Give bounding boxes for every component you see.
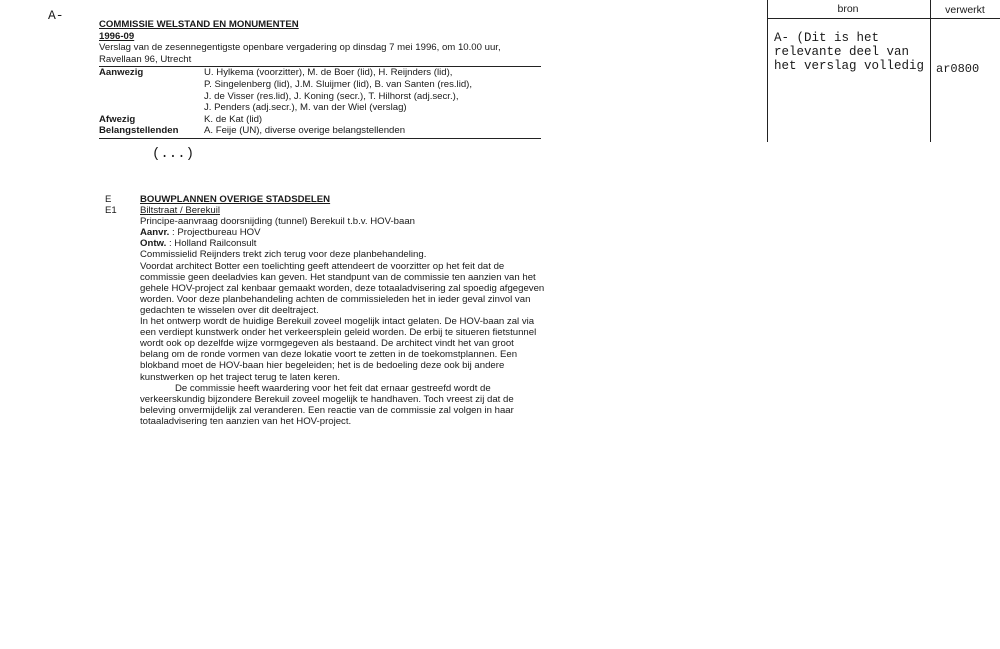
committee-title: COMMISSIE WELSTAND EN MONUMENTEN <box>99 19 299 30</box>
session-year: 1996-09 <box>99 30 135 42</box>
attendance-line: J. Penders (adj.secr.), M. van der Wiel (verslag) <box>204 102 407 114</box>
applicant-label: Aanvr. <box>140 227 170 239</box>
item-paragraph: Voordat architect Botter een toelichting geeft attendeert de voorzitter op het feit dat de commissie geen deeladvies kan geven. Het standpunt van de commissie ten aanzien van het gehele HOV-project zal kenbaar gemaakt worden, deze totaaladvisering zal spoedig afgegeven worden. Voor deze planbehandeling achten de commissieleden het in ieder geval zinvol van gedachten te wisselen over dit deeltraject. <box>140 260 545 316</box>
item-paragraph: In het ontwerp wordt de huidige Berekuil zoveel mogelijk intact gelaten. De HOV-baan zal via een verdiept kunstwerk onder het verkeersplein geleid worden. De erbij te situeren fietstunnel wordt ook op dezelfde wijze vormgegeven als bestaand. De architect vindt het van groot belang om de ronde vormen van deze lokatie voort te zetten in de toekomstplannen. Een blokband moet de HOV-baan hier begeleiden; het is de bedoeling deze ook bij andere kunstwerken op het traject terug te laten keren. <box>140 316 537 383</box>
item-designer <box>140 238 545 249</box>
attendance-rule <box>99 138 541 139</box>
corner-mark: A- <box>48 8 64 23</box>
designer-label: Ontw. <box>140 238 167 250</box>
attendance-line: P. Singelenberg (lid), J.M. Sluijmer (lid), B. van Santen (res.lid), <box>204 78 473 90</box>
designer-value: : Holland Railconsult <box>168 238 257 250</box>
table-header-rule <box>767 18 1000 19</box>
item-row <box>105 205 545 427</box>
section-code: E <box>105 194 112 205</box>
meeting-line-1: Verslag van de zesenneg​entigste openbare vergadering op dinsdag 7 mei 1996, om 10.00 uur, <box>99 42 501 54</box>
attendance-label: Belangstellenden <box>99 125 179 137</box>
source-table <box>767 0 1000 142</box>
processed-code: ar0800 <box>936 62 980 76</box>
source-header: bron <box>837 3 859 15</box>
omission-ellipsis: (...) <box>152 146 195 162</box>
processed-header: verwerkt <box>945 4 985 16</box>
attendance-present <box>99 67 541 113</box>
item-paragraph: Commissielid Reijnders trekt zich terug voor deze planbehandeling. <box>140 249 427 261</box>
attendance-visitors <box>99 125 541 137</box>
item-content <box>140 205 545 427</box>
meeting-line-2: Ravellaan 96, Utrecht <box>99 53 192 65</box>
section-heading-row <box>105 194 545 205</box>
attendance-label: Aanwezig <box>99 67 144 79</box>
item-applicant <box>140 227 545 238</box>
attendance-line: J. de Visser (res.lid), J. Koning (secr.), T. Hilhorst (adj.secr.), <box>204 90 459 102</box>
attendance-line: A. Feije (UN), diverse overige belangstellenden <box>204 125 406 137</box>
item-subject: Principe-aanvraag doorsnijding (tunnel) Berekuil t.b.v. HOV-baan <box>140 216 415 228</box>
section-building-plans <box>105 194 545 427</box>
attendance-names <box>204 67 541 113</box>
attendance-absent <box>99 114 541 126</box>
attendance-line: U. Hylkema (voorzitter), M. de Boer (lid), H. Reijnders (lid), <box>204 67 453 79</box>
item-closing-paragraph: De commissie heeft waardering voor het feit dat ernaar gestreefd wordt de verkeerskundig bijzondere Berekuil zoveel mogelijk te handhaven. Toch vreest zij dat de beleving onvermijdelijk zal veranderen. Een reactie van de commissie zal volgen in haar totaaladvisering ten aanzien van het HOV-project. <box>140 382 514 427</box>
report-header <box>99 19 541 139</box>
applicant-value: : Projectbureau HOV <box>172 227 261 239</box>
attendance-label: Afwezig <box>99 113 136 125</box>
section-title: BOUWPLANNEN OVERIGE STADSDELEN <box>140 194 331 205</box>
source-note: A- (Dit is het relevante deel van het verslag volledig <box>774 31 925 73</box>
item-code: E1 <box>105 205 117 217</box>
attendance-line: K. de Kat (lid) <box>204 113 263 125</box>
item-title: Biltstraat / Berekuil <box>140 205 220 217</box>
